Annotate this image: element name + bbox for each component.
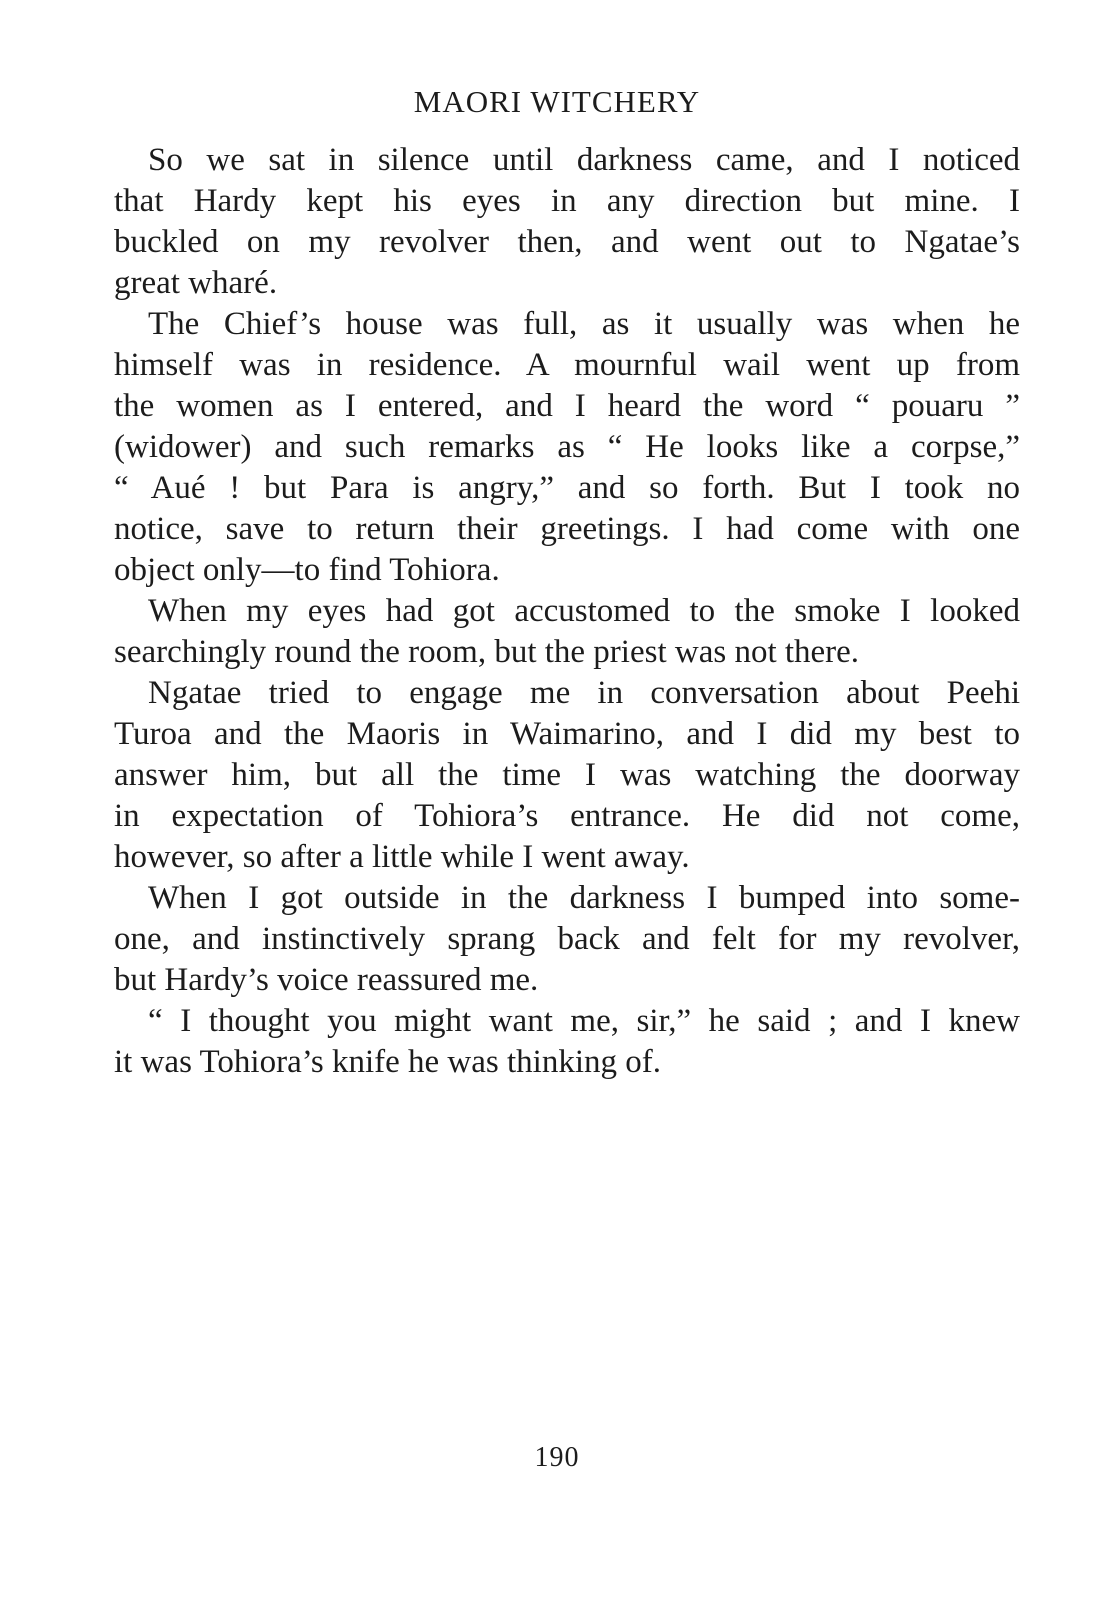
- paragraph-2: [114, 304, 1020, 591]
- text-line: searchingly round the room, but the priest was not there.: [114, 634, 860, 670]
- text-line: notice, save to return their greetings. I had come with one: [114, 511, 1020, 547]
- text-line: Turoa and the Maoris in Waimarino, and I did my best to: [114, 716, 1020, 752]
- text-line: the women as I entered, and I heard the word “ pouaru ”: [114, 388, 1020, 424]
- text-line: one, and instinctively sprang back and felt for my revolver,: [114, 921, 1020, 957]
- text-line: himself was in residence. A mournful wail went up from: [114, 347, 1020, 383]
- text-line: So we sat in silence until darkness came, and I noticed: [148, 142, 1020, 178]
- text-line: Ngatae tried to engage me in conversation about Peehi: [148, 675, 1020, 711]
- text-line: answer him, but all the time I was watching the doorway: [114, 757, 1020, 793]
- paragraph-4: [114, 673, 1020, 878]
- text-line: object only—to find Tohiora.: [114, 552, 500, 588]
- paragraph-5: [114, 878, 1020, 1001]
- paragraph-3: [114, 591, 1020, 673]
- body-text: [114, 140, 1020, 1083]
- text-line: “ I thought you might want me, sir,” he said ; and I knew: [148, 1003, 1020, 1039]
- text-line: (widower) and such remarks as “ He looks like a corpse,”: [114, 429, 1020, 465]
- text-line: great wharé.: [114, 265, 278, 301]
- text-line: When I got outside in the darkness I bumped into some-: [148, 880, 1020, 916]
- text-line: however, so after a little while I went away.: [114, 839, 690, 875]
- text-line: The Chief’s house was full, as it usually was when he: [148, 306, 1020, 342]
- text-line: but Hardy’s voice reassured me.: [114, 962, 539, 998]
- paragraph-6: [114, 1001, 1020, 1083]
- paragraph-1: [114, 140, 1020, 304]
- text-line: When my eyes had got accustomed to the smoke I looked: [148, 593, 1020, 629]
- running-head: MAORI WITCHERY: [413, 84, 701, 119]
- text-line: that Hardy kept his eyes in any direction but mine. I: [114, 183, 1020, 219]
- text-line: “ Aué ! but Para is angry,” and so forth. But I took no: [114, 470, 1020, 506]
- text-line: it was Tohiora’s knife he was thinking of.: [114, 1044, 661, 1080]
- page-number: 190: [534, 1442, 580, 1473]
- text-line: buckled on my revolver then, and went out to Ngatae’s: [114, 224, 1020, 260]
- text-line: in expectation of Tohiora’s entrance. He did not come,: [114, 798, 1020, 834]
